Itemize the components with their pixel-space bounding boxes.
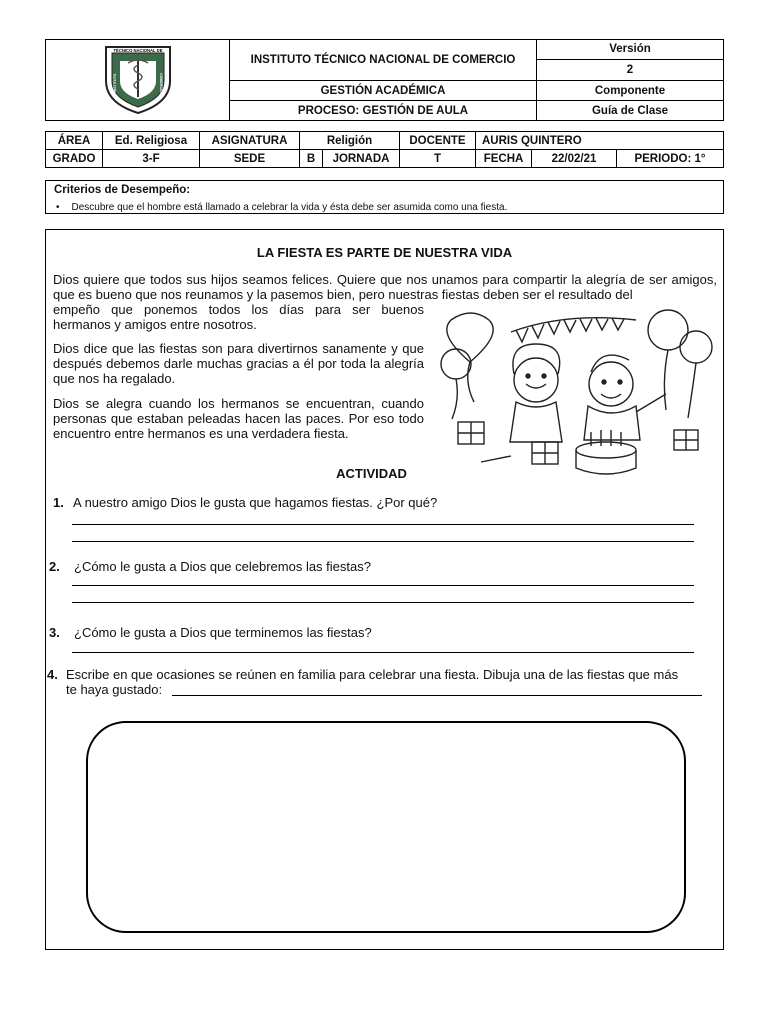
party-illustration <box>436 302 721 480</box>
period-value: PERIODO: 1° <box>617 150 724 168</box>
criteria-title: Criterios de Desempeño: <box>54 184 191 196</box>
logo-cell <box>46 40 230 121</box>
party-horn <box>481 456 511 462</box>
teacher-value: AURIS QUINTERO <box>476 132 724 150</box>
answer-line-3a[interactable] <box>72 652 694 653</box>
header-table <box>45 39 724 121</box>
criteria-box <box>45 180 724 214</box>
activity-title: ACTIVIDAD <box>336 466 407 481</box>
answer-line-1a[interactable] <box>72 524 694 525</box>
balloon-icon-3 <box>680 331 712 363</box>
version-cell <box>537 40 724 81</box>
version-label: Versión <box>537 40 723 60</box>
grade-label: GRADO <box>46 150 103 168</box>
question-2-number: 2. <box>49 559 60 574</box>
bunting-flags <box>516 318 624 342</box>
institution-name: INSTITUTO TÉCNICO NACIONAL DE COMERCIO <box>230 40 537 81</box>
question-4-text-2: te haya gustado: <box>66 682 163 697</box>
balloon-icon-2 <box>648 310 688 350</box>
question-4-number: 4. <box>47 667 58 682</box>
heart-balloon-icon <box>447 313 493 362</box>
question-3-text: ¿Cómo le gusta a Dios que terminemos las fiestas? <box>74 625 372 640</box>
criteria-text: Descubre que el hombre está llamado a celebrar la vida y ésta debe ser asumida como una fiesta. <box>71 202 508 213</box>
subject-label: ASIGNATURA <box>200 132 300 150</box>
area-value: Ed. Religiosa <box>103 132 200 150</box>
cake-icon <box>576 442 636 458</box>
question-1-number: 1. <box>53 495 64 510</box>
site-value: B <box>300 150 323 168</box>
girl-face <box>514 358 558 402</box>
answer-line-4[interactable] <box>172 695 702 696</box>
answer-line-2a[interactable] <box>72 585 694 586</box>
component-label: Componente <box>537 81 724 101</box>
logo-text-left: INSTITUTO <box>112 73 117 92</box>
date-label: FECHA <box>476 150 532 168</box>
paragraph-1-end: empeño que ponemos todos los días para ser buenos hermanos y amigos entre nosotros. <box>53 302 424 332</box>
logo-text-top: TÉCNICO NACIONAL DE <box>112 47 163 53</box>
answer-line-1b[interactable] <box>72 541 694 542</box>
question-3-number: 3. <box>49 625 60 640</box>
grade-value: 3-F <box>103 150 200 168</box>
balloon-icon <box>441 349 471 379</box>
paragraph-2: Dios dice que las fiestas son para divertirnos sanamente y que después debemos darle muchas gracias a él por toda la alegría que nos ha regalado. <box>53 341 424 386</box>
subject-value: Religión <box>300 132 400 150</box>
drawing-area[interactable] <box>86 721 686 933</box>
paragraph-1: Dios quiere que todos sus hijos seamos felices. Quiere que nos unamos para compartir la alegría de ser amigos, que es bueno que nos reunamos y la pasemos bien, pero nuestras fiestas deben ser el resultado del <box>53 272 717 302</box>
criteria-item <box>56 202 507 213</box>
info-table <box>45 131 724 168</box>
page-title: LA FIESTA ES PARTE DE NUESTRA VIDA <box>256 245 513 260</box>
site-label: SEDE <box>200 150 300 168</box>
area-label: ÁREA <box>46 132 103 150</box>
school-logo <box>98 41 178 117</box>
version-value: 2 <box>626 64 634 76</box>
process-label: PROCESO: GESTIÓN DE AULA <box>230 101 537 121</box>
bullet: • <box>56 202 60 213</box>
paragraph-3: Dios se alegra cuando los hermanos se encuentran, cuando personas que estaban peleadas hacen las paces. Por eso todo encuentro entre hermanos es una verdadera fiesta. <box>53 396 424 441</box>
question-1-text: A nuestro amigo Dios le gusta que hagamos fiestas. ¿Por qué? <box>73 495 438 510</box>
question-2-text: ¿Cómo le gusta a Dios que celebremos las fiestas? <box>74 559 371 574</box>
logo-text-right: COMERCIO <box>158 72 163 93</box>
answer-line-2b[interactable] <box>72 602 694 603</box>
shift-label: JORNADA <box>323 150 400 168</box>
teacher-label: DOCENTE <box>400 132 476 150</box>
boy-face <box>589 362 633 406</box>
date-value: 22/02/21 <box>532 150 617 168</box>
shift-value: T <box>400 150 476 168</box>
question-4-text: Escribe en que ocasiones se reúnen en familia para celebrar una fiesta. Dibuja una de las fiestas que más <box>66 667 679 682</box>
academic-management: GESTIÓN ACADÉMICA <box>230 81 537 101</box>
component-value: Guía de Clase <box>537 101 724 121</box>
